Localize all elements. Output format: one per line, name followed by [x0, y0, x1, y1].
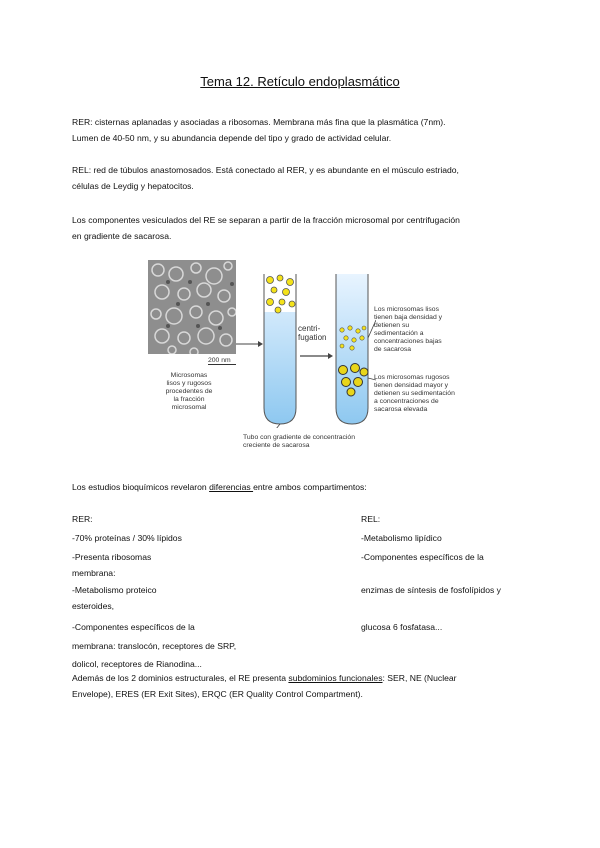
fugation-text: fugation [298, 333, 327, 342]
rer-intro-line2: Lumen de 40-50 nm, y su abundancia depende del tipo y grado de actividad celular. [72, 133, 392, 143]
centri-text: centri- [298, 324, 321, 333]
rel-column [361, 512, 561, 636]
rel-intro [72, 162, 532, 194]
rer-line: dolicol, receptores de Rianodina... [72, 659, 202, 669]
rel-intro-line1: REL: red de túbulos anastomosados. Está conectado al RER, y es abundante en el músculo estriado, [72, 165, 459, 175]
smooth-caption [374, 306, 442, 354]
rer-column [72, 512, 352, 673]
subdomains-pre: Además de los 2 dominios estructurales, el RE presenta [72, 673, 289, 683]
rel-line: enzimas de síntesis de fosfolípidos y [361, 585, 501, 595]
rough-caption-line: detienen su sedimentación [374, 390, 455, 397]
rer-line: membrana: translocón, receptores de SRP, [72, 640, 237, 651]
fraction-line2: en gradiente de sacarosa. [72, 231, 172, 241]
rough-caption-line: Los microsomas rugosos [374, 374, 450, 381]
left-caption-line: Microsomas [170, 372, 208, 379]
tube-caption-line: Tubo con gradiente de concentración [243, 434, 355, 441]
smooth-caption-line: concentraciones bajas [374, 338, 442, 345]
studies-pre: Los estudios bioquímicos revelaron [72, 482, 210, 492]
rer-line: -70% proteínas / 30% lípidos [72, 532, 182, 543]
rel-line: -Metabolismo lipídico [361, 532, 442, 543]
pointer-arrowhead [258, 341, 263, 347]
centrifugation-figure [148, 258, 468, 458]
fraction-paragraph [72, 212, 532, 244]
tube-caption [243, 434, 355, 450]
smooth-caption-line: tienen baja densidad y [374, 314, 443, 321]
studies-underlined: diferencias [209, 482, 254, 492]
scale-label: 200 nm [208, 357, 231, 364]
left-caption-line: procedentes de [165, 388, 213, 395]
rer-line: -Componentes específicos de la [72, 622, 195, 632]
smooth-caption-line: de sacarosa [374, 346, 412, 353]
subdomains-paragraph [72, 670, 542, 702]
smooth-caption-line: sedimentación a [374, 330, 424, 337]
rel-intro-line2: células de Leydig y hepatocitos. [72, 181, 194, 191]
studies-paragraph [72, 479, 532, 495]
rer-heading: RER: [72, 514, 93, 524]
subdomains-line2: Envelope), ERES (ER Exit Sites), ERQC (ER Quality Control Compartment). [72, 689, 363, 699]
centrifugation-label [298, 324, 326, 342]
subdomains-post: : SER, NE (Nuclear [382, 673, 457, 683]
rough-caption-line: tienen densidad mayor y [374, 382, 449, 389]
rel-line: -Componentes específicos de la [361, 552, 484, 562]
tube-caption-pointer [272, 424, 280, 428]
tubes-diagram [236, 258, 376, 428]
tube-caption-line: creciente de sacarosa [243, 442, 310, 449]
smooth-caption-line: Los microsomas lisos [374, 306, 439, 313]
fraction-line1: Los componentes vesiculados del RE se separan a partir de la fracción microsomal por centrifugación [72, 215, 460, 225]
rough-caption [374, 374, 455, 414]
rer-line: -Presenta ribosomas [72, 552, 152, 562]
smooth-caption-line: detienen su [374, 322, 410, 329]
page-title: Tema 12. Retículo endoplasmático [200, 74, 400, 89]
left-caption-line: lisos y rugosos [166, 380, 212, 387]
rough-caption-line: a concentraciones de [374, 398, 439, 405]
rer-line: esteroides, [72, 600, 115, 611]
rer-intro [72, 114, 532, 146]
micrograph-texture [148, 260, 236, 354]
rer-intro-line1: RER: cisternas aplanadas y asociadas a ribosomas. Membrana más fina que la plasmática (7nm). [72, 117, 446, 127]
subdomains-underlined: subdominios funcionales [288, 673, 383, 683]
rel-line [361, 566, 561, 582]
left-caption-line: microsomal [171, 404, 207, 411]
rel-line [361, 599, 561, 615]
rough-caption-line: sacarosa elevada [374, 406, 428, 413]
micrograph-image [148, 260, 236, 354]
rel-line: glucosa 6 fosfatasa... [361, 622, 443, 632]
centrifugation-arrowhead [328, 353, 333, 359]
subdomains-line1 [72, 670, 542, 686]
studies-post: entre ambos compartimentos: [253, 482, 367, 492]
rer-line: membrana: [72, 567, 116, 578]
left-caption-line: la fracción [173, 396, 205, 403]
rel-heading: REL: [361, 514, 381, 524]
left-caption [150, 372, 228, 412]
rer-line: -Metabolismo proteico [72, 585, 157, 595]
